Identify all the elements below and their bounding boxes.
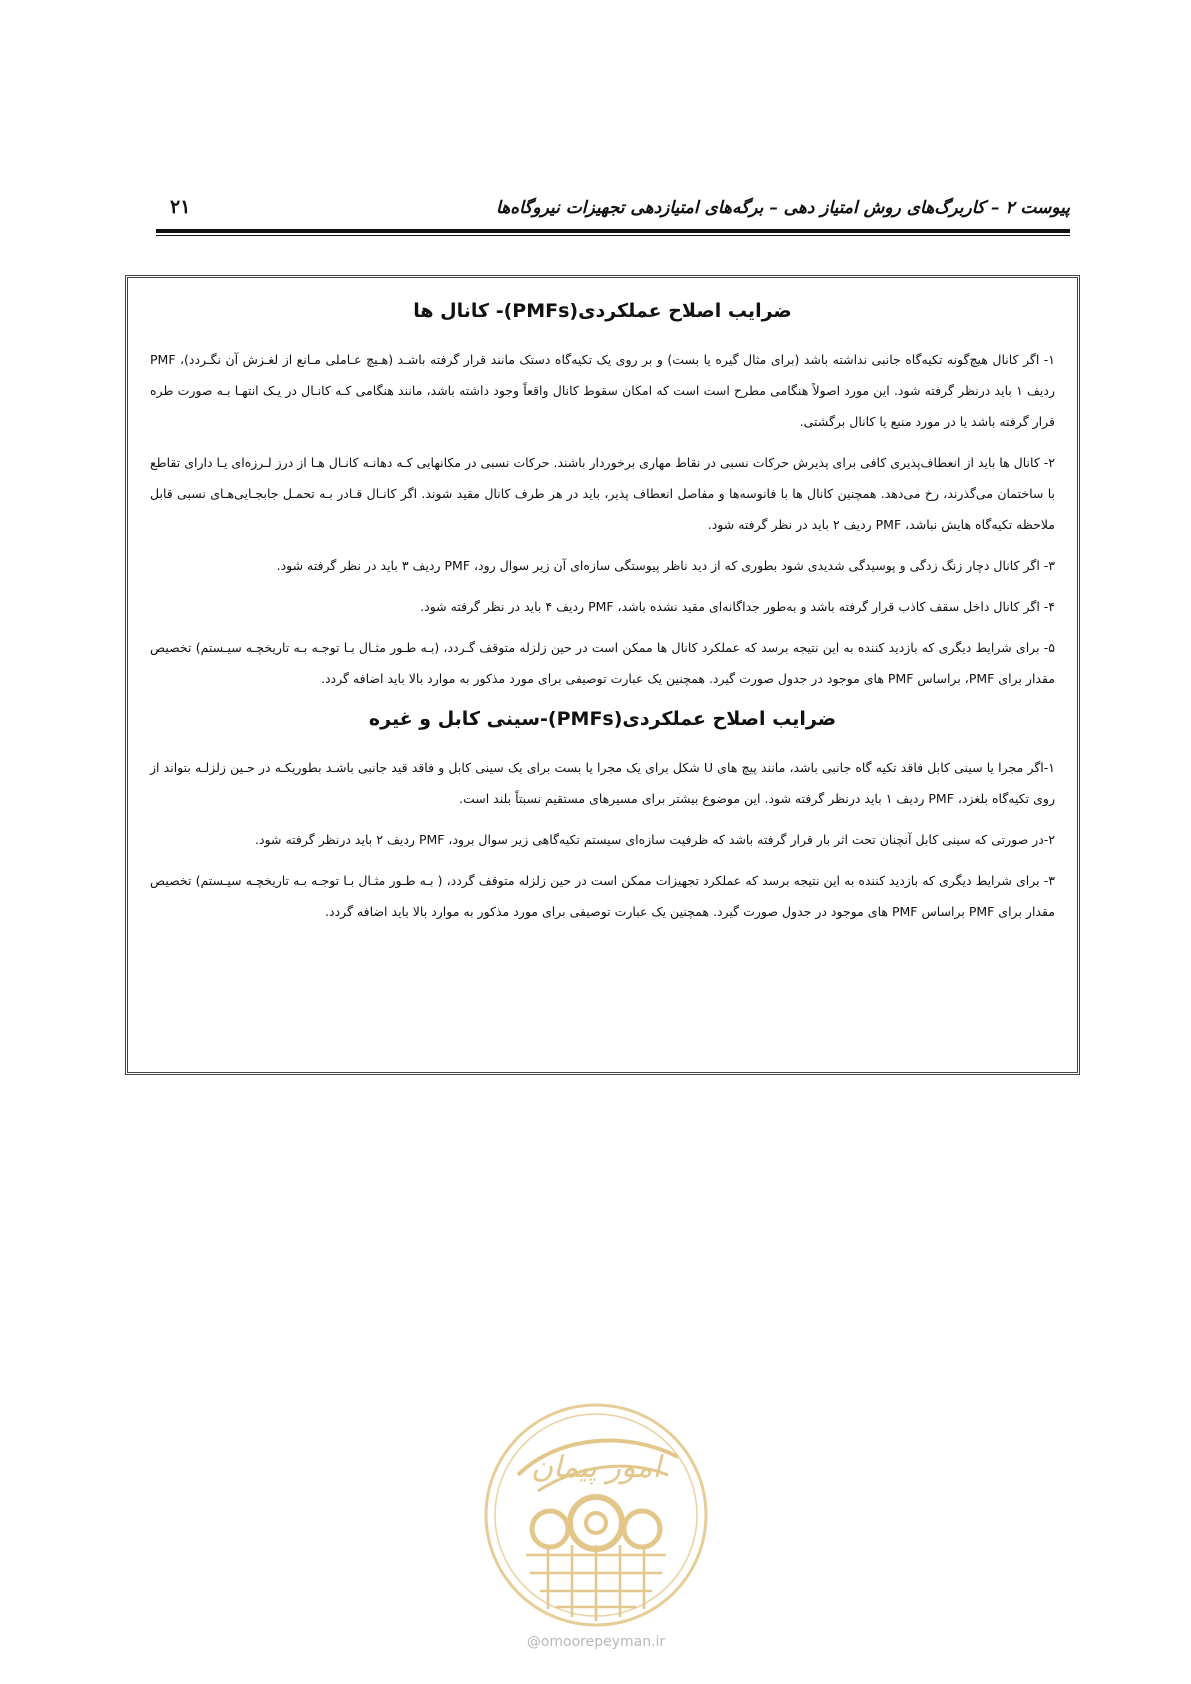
paragraph-ducts-3: ۳- اگر کانال دچار زنگ زدگی و پوسیدگی شدیدی شود بطوری که از دید ناظر پیوستگی سازه‌ای آن زیر سوال رود، PMF ردیف ۳ باید در نظر گرفته شود. <box>276 558 1055 573</box>
paragraph-trays-1: ۱-اگر مجرا یا سینی کابل فاقد تکیه گاه جانبی باشد، مانند پیچ های U شکل برای یک مجرا یا بست برای یک سینی کابل و فاقد قید جانبی باشـد بطوریکـه در حـین زلزلـه بتواند از روی تکیه‌گاه بلغزد، PMF ردیف ۱ باید درنظر گرفته شود. این موضوع بیشتر برای مسیرهای مستقیم نسبتاً بلند است. <box>150 760 1055 806</box>
header-rule-thin <box>156 235 1070 236</box>
watermark-logo-text: امور پیمان <box>531 1450 661 1485</box>
paragraph-ducts-1: ۱- اگر کانال هیچ‌گونه تکیه‌گاه جانبی نداشته باشد (برای مثال گیره یا بست) و بر روی یک تکیه‌گاه دستک مانند قرار گرفته باشـد (هـیچ عـاملی مـانع از لغـزش آن نگـردد)، PMF ردیف ۱ باید درنظر گرفته شود. این مورد اصولاً هنگامی مطرح است است که امکان سقوط کانال واقعاً وجود داشته باشد، مانند هنگامی کـه کانـال در یـک انتهـا بـه صورت طره قرار گرفته باشد یا در مورد منبع یا کانال برگشتی. <box>150 352 1055 429</box>
section-heading-ducts: ضرایب اصلاح عملکردی(PMFs)- کانال ها <box>413 300 792 322</box>
header-rule-thick <box>156 229 1070 233</box>
paragraph-trays-3: ۳- برای شرایط دیگری که بازدید کننده به این نتیجه برسد که عملکرد تجهیزات ممکن است در حین زلزله متوقف گردد، ( بـه طـور مثـال بـا توجـه بـه تاریخچـه سیـستم) تخصیص مقدار برای PMF براساس PMF های موجود در جدول صورت گیرد. همچنین یک عبارت توصیفی برای مورد مذکور به موارد بالا باید اضافه گردد. <box>150 873 1055 919</box>
section-heading-cable-trays: ضرایب اصلاح عملکردی(PMFs)-سینی کابل و غیره <box>368 708 837 730</box>
page-number: ۲۱ <box>170 196 191 218</box>
content-box <box>125 275 1080 1075</box>
watermark-logo <box>478 1395 714 1635</box>
running-title: پیوست ۲ – کاربرگ‌های روش امتیاز دهی – برگه‌های امتیازدهی تجهیزات نیروگاه‌ها <box>496 198 1070 218</box>
seal-logo-icon <box>478 1395 714 1635</box>
watermark-caption: @omoorepeyman.ir <box>526 1634 666 1650</box>
paragraph-ducts-5: ۵- برای شرایط دیگری که بازدید کننده به این نتیجه برسد که عملکرد کانال ها ممکن است در حین زلزله متوقف گـردد، (بـه طـور مثـال بـا توجـه بـه تاریخچـه سیـستم) تخصیص مقدار برای PMF، براساس PMF های موجود در جدول صورت گیرد. همچنین یک عبارت توصیفی برای مورد مذکور به موارد بالا باید اضافه گردد. <box>150 640 1055 686</box>
paragraph-trays-2: ۲-در صورتی که سینی کابل آنچنان تحت اثر بار قرار گرفته باشد که ظرفیت سازه‌ای سیستم تکیه‌گاهی زیر سوال برود، PMF ردیف ۲ باید درنظر گرفته شود. <box>255 832 1055 847</box>
paragraph-ducts-4: ۴- اگر کانال داخل سقف کاذب قرار گرفته باشد و به‌طور جداگانه‌ای مقید نشده باشد، PMF ردیف ۴ باید در نظر گرفته شود. <box>420 599 1055 614</box>
paragraph-ducts-2: ۲- کانال ها باید از انعطاف‌پذیری کافی برای پذیرش حرکات نسبی در نقاط مهاری برخوردار باشند. حرکات نسبی در مکانهایی کـه دهانـه کانـال هـا از درز لـرزه‌ای یـا دارای تقاطع با ساختمان می‌گذرند، رخ می‌دهد. همچنین کانال ها با فانوسه‌ها و مفاصل انعطاف پذیر، باید در هر طرف کانال مقید شوند. اگر کانـال قـادر بـه تحمـل جابجـایی‌هـای نسبی قابل ملاحظه تکیه‌گاه هایش نباشد، PMF ردیف ۲ باید در نظر گرفته شود. <box>150 455 1055 532</box>
page-header <box>156 196 1070 226</box>
